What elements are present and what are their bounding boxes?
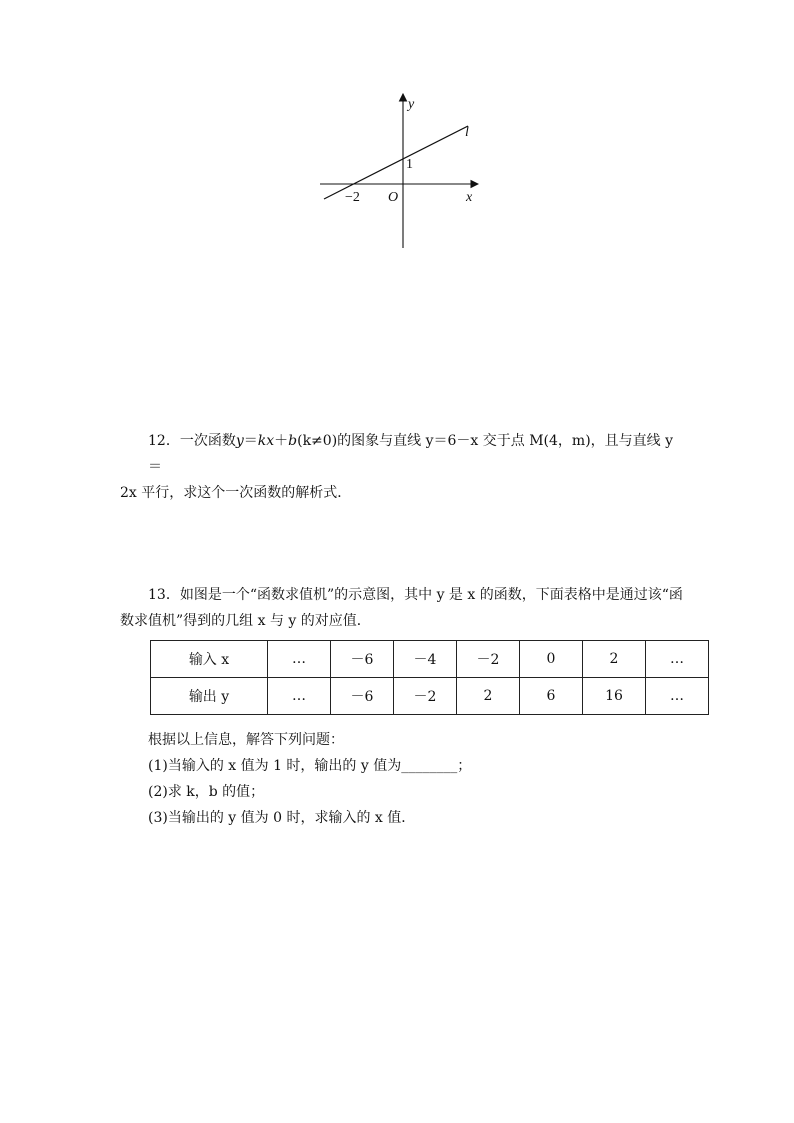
table-cell: 16 <box>583 678 646 715</box>
q12-number: 12． <box>148 433 180 449</box>
question-13-line-1: 13．如图是一个“函数求值机”的示意图，其中 y 是 x 的函数，下面表格中是通过该“函 <box>148 587 683 603</box>
table-cell: … <box>646 678 709 715</box>
q12-formula-b: b <box>288 433 298 449</box>
origin-label: O <box>388 190 399 205</box>
y-axis-label: y <box>408 97 415 112</box>
q12-mid: 的图象与直线 y＝6－x 交于点 M(4，m)，且与直线 y＝ <box>148 433 674 475</box>
question-13-line-2: 数求值机”得到的几组 x 与 y 的对应值． <box>120 613 371 629</box>
table-header-output: 输出 y <box>151 678 268 715</box>
question-12 <box>120 428 685 506</box>
q12-formula-eq: ＝ <box>243 433 258 449</box>
table-row-output <box>151 678 709 715</box>
value-table <box>150 640 709 715</box>
table-cell: 0 <box>520 641 583 678</box>
table-cell: －2 <box>394 678 457 715</box>
q12-formula-k: kx <box>257 433 275 449</box>
table-header-input: 输入 x <box>151 641 268 678</box>
table-cell: 2 <box>457 678 520 715</box>
y-intercept-label: 1 <box>406 157 413 172</box>
q12-formula-cond: (k≠0) <box>297 433 338 449</box>
table-cell: 2 <box>583 641 646 678</box>
line-l <box>324 126 468 199</box>
x-axis-label: x <box>466 190 473 205</box>
table-cell: 6 <box>520 678 583 715</box>
table-cell: －4 <box>394 641 457 678</box>
table-cell: … <box>268 678 331 715</box>
table-row-input <box>151 641 709 678</box>
question-13 <box>120 582 685 634</box>
question-12-line-2: 2x 平行，求这个一次函数的解析式． <box>120 485 352 501</box>
table-cell: … <box>268 641 331 678</box>
q12-prefix: 一次函数 <box>179 433 236 449</box>
question-13-subparts <box>148 727 471 831</box>
line-label: l <box>465 125 469 140</box>
q13-sub-2: (2)求 k，b 的值； <box>148 784 265 800</box>
table-cell: … <box>646 641 709 678</box>
q13-sub-3: (3)当输出的 y 值为 0 时，求输入的 x 值． <box>148 810 416 826</box>
q13-sub-1: (1)当输入的 x 值为 1 时，输出的 y 值为________； <box>148 758 472 774</box>
q12-formula-y: y <box>235 433 244 449</box>
table-cell: －2 <box>457 641 520 678</box>
q13-intro: 根据以上信息，解答下列问题： <box>148 732 344 748</box>
q12-formula-plus: ＋ <box>274 433 289 449</box>
table-cell: －6 <box>331 641 394 678</box>
table-cell: －6 <box>331 678 394 715</box>
coordinate-graph <box>300 88 500 258</box>
question-12-line-1 <box>120 428 685 480</box>
x-intercept-label: −2 <box>345 190 360 205</box>
